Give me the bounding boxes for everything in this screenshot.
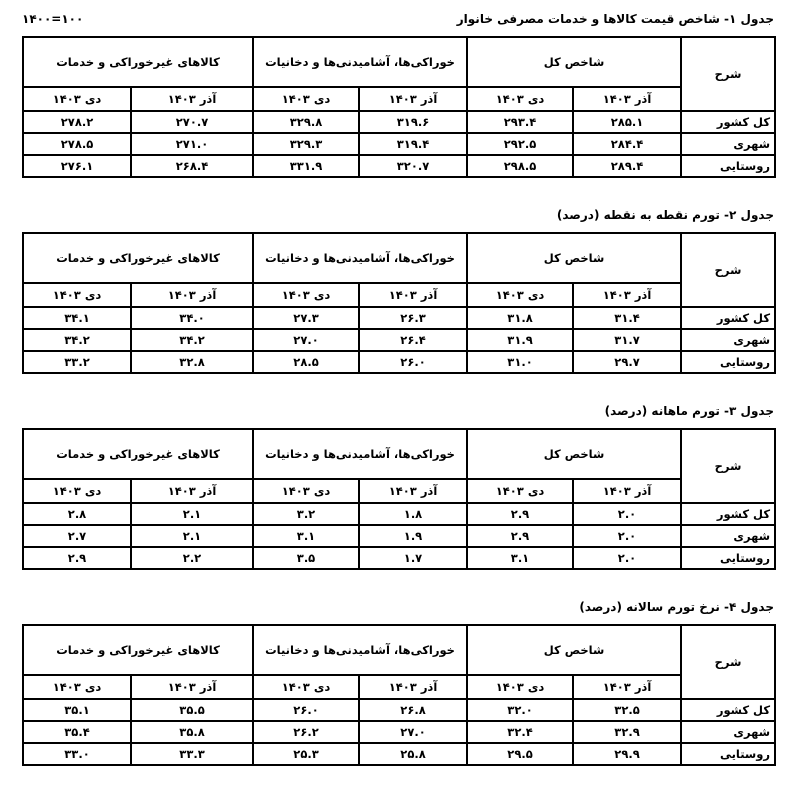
sub-header: دی ۱۴۰۳ [23, 283, 131, 307]
table-cell: ۲۸۴.۴ [573, 133, 681, 155]
table-cell: ۳۱۹.۶ [359, 111, 467, 133]
table-2-title: جدول ۲- تورم نقطه به نقطه (درصد) [556, 208, 774, 222]
table-cell: ۳۱.۹ [467, 329, 573, 351]
table-row [23, 155, 775, 177]
group-header-nonfood: کالاهای غیرخوراکی و خدمات [23, 37, 253, 87]
table-cell: ۲۷۶.۱ [23, 155, 131, 177]
table-cell: ۲.۹ [467, 503, 573, 525]
table-cell: ۲۷۰.۷ [131, 111, 253, 133]
table-cell: ۲۷.۳ [253, 307, 359, 329]
table-row [23, 743, 775, 765]
table-cell: ۳۲.۹ [573, 721, 681, 743]
sub-header: دی ۱۴۰۳ [467, 87, 573, 111]
table-cell: ۳۳۱.۹ [253, 155, 359, 177]
table-cell: ۳۱.۰ [467, 351, 573, 373]
table-cell: ۳۴.۲ [131, 329, 253, 351]
table-cell: ۲۹.۷ [573, 351, 681, 373]
table-row [23, 329, 775, 351]
table-cell: ۱.۷ [359, 547, 467, 569]
table-cell: ۳۲.۸ [131, 351, 253, 373]
table-cell: ۲۸.۵ [253, 351, 359, 373]
group-header-food: خوراکی‌ها، آشامیدنی‌ها و دخانیات [253, 625, 467, 675]
sub-header: آذر ۱۴۰۳ [131, 87, 253, 111]
sub-header: آذر ۱۴۰۳ [573, 283, 681, 307]
group-header-food: خوراکی‌ها، آشامیدنی‌ها و دخانیات [253, 233, 467, 283]
row-header: شرح [681, 429, 775, 503]
table-cell: ۳۴.۱ [23, 307, 131, 329]
group-header-nonfood: کالاهای غیرخوراکی و خدمات [23, 625, 253, 675]
sub-header: دی ۱۴۰۳ [467, 479, 573, 503]
table-cell: ۲.۱ [131, 503, 253, 525]
table-cell: ۲۶.۴ [359, 329, 467, 351]
table-cell: ۲۶.۰ [359, 351, 467, 373]
row-label: روستایی [681, 155, 775, 177]
table-cell: ۲.۹ [467, 525, 573, 547]
table-cell: ۲.۹ [23, 547, 131, 569]
table-row [23, 699, 775, 721]
table-cell: ۳۵.۴ [23, 721, 131, 743]
row-label: روستایی [681, 351, 775, 373]
table-cell: ۲۶.۰ [253, 699, 359, 721]
sub-header: دی ۱۴۰۳ [467, 283, 573, 307]
table-cell: ۳۳.۳ [131, 743, 253, 765]
sub-header: آذر ۱۴۰۳ [359, 283, 467, 307]
group-header-total: شاخص کل [467, 37, 681, 87]
table-cell: ۲.۸ [23, 503, 131, 525]
table-cell: ۱.۸ [359, 503, 467, 525]
table-cell: ۲۹۲.۵ [467, 133, 573, 155]
row-label: کل کشور [681, 111, 775, 133]
sub-header: دی ۱۴۰۳ [467, 675, 573, 699]
sub-header: دی ۱۴۰۳ [23, 87, 131, 111]
sub-header: دی ۱۴۰۳ [253, 479, 359, 503]
group-header-food: خوراکی‌ها، آشامیدنی‌ها و دخانیات [253, 37, 467, 87]
table-cell: ۲۹.۵ [467, 743, 573, 765]
table-row [23, 503, 775, 525]
table-cell: ۳۳.۲ [23, 351, 131, 373]
table-4-title: جدول ۴- نرخ تورم سالانه (درصد) [579, 600, 774, 614]
table-cell: ۲.۲ [131, 547, 253, 569]
table-cell: ۲.۰ [573, 547, 681, 569]
table-cell: ۲۸۵.۱ [573, 111, 681, 133]
row-header: شرح [681, 233, 775, 307]
sub-header: دی ۱۴۰۳ [23, 675, 131, 699]
table-cell: ۲۵.۸ [359, 743, 467, 765]
base-year-label: ۱۴۰۰=۱۰۰ [22, 12, 84, 26]
sub-header: دی ۱۴۰۳ [253, 87, 359, 111]
table-1-title: جدول ۱- شاخص قیمت کالاها و خدمات مصرفی خانوار [456, 12, 774, 26]
table-row [23, 721, 775, 743]
sub-header: آذر ۱۴۰۳ [573, 479, 681, 503]
table-cell: ۳۱.۸ [467, 307, 573, 329]
sub-header: آذر ۱۴۰۳ [131, 283, 253, 307]
table-cell: ۳.۲ [253, 503, 359, 525]
table-cell: ۳۱.۴ [573, 307, 681, 329]
table-cell: ۲۷۸.۲ [23, 111, 131, 133]
table-cell: ۳۵.۵ [131, 699, 253, 721]
row-label: شهری [681, 329, 775, 351]
sub-header: آذر ۱۴۰۳ [359, 87, 467, 111]
table-row [23, 307, 775, 329]
sub-header: دی ۱۴۰۳ [253, 283, 359, 307]
sub-header: آذر ۱۴۰۳ [131, 675, 253, 699]
sub-header: آذر ۱۴۰۳ [359, 675, 467, 699]
table-cell: ۳۴.۰ [131, 307, 253, 329]
table-cell: ۲۶.۸ [359, 699, 467, 721]
table-cell: ۳۲.۵ [573, 699, 681, 721]
table-row [23, 111, 775, 133]
table-cell: ۲۵.۳ [253, 743, 359, 765]
row-label: کل کشور [681, 699, 775, 721]
sub-header: آذر ۱۴۰۳ [573, 675, 681, 699]
group-header-total: شاخص کل [467, 625, 681, 675]
table-cell: ۳۵.۸ [131, 721, 253, 743]
row-header: شرح [681, 37, 775, 111]
sub-header: دی ۱۴۰۳ [253, 675, 359, 699]
table-cell: ۲.۰ [573, 503, 681, 525]
table-cell: ۲۷.۰ [359, 721, 467, 743]
table-cell: ۳۱.۷ [573, 329, 681, 351]
group-header-total: شاخص کل [467, 233, 681, 283]
row-label: شهری [681, 721, 775, 743]
table-3 [22, 428, 776, 570]
table-cell: ۳۵.۱ [23, 699, 131, 721]
table-2 [22, 232, 776, 374]
table-cell: ۲.۱ [131, 525, 253, 547]
table-cell: ۲۷۸.۵ [23, 133, 131, 155]
row-header: شرح [681, 625, 775, 699]
table-3-title: جدول ۳- تورم ماهانه (درصد) [604, 404, 774, 418]
table-cell: ۳۴.۲ [23, 329, 131, 351]
table-row [23, 525, 775, 547]
group-header-food: خوراکی‌ها، آشامیدنی‌ها و دخانیات [253, 429, 467, 479]
group-header-nonfood: کالاهای غیرخوراکی و خدمات [23, 429, 253, 479]
table-cell: ۳۲۹.۸ [253, 111, 359, 133]
table-cell: ۳.۵ [253, 547, 359, 569]
table-cell: ۲۷۱.۰ [131, 133, 253, 155]
row-label: شهری [681, 133, 775, 155]
table-1 [22, 36, 776, 178]
table-4 [22, 624, 776, 766]
table-row [23, 547, 775, 569]
row-label: روستایی [681, 547, 775, 569]
table-cell: ۲.۷ [23, 525, 131, 547]
table-cell: ۳.۱ [253, 525, 359, 547]
table-cell: ۳۱۹.۴ [359, 133, 467, 155]
table-cell: ۲۶.۳ [359, 307, 467, 329]
table-cell: ۳۳.۰ [23, 743, 131, 765]
row-label: روستایی [681, 743, 775, 765]
table-cell: ۱.۹ [359, 525, 467, 547]
group-header-nonfood: کالاهای غیرخوراکی و خدمات [23, 233, 253, 283]
table-cell: ۳.۱ [467, 547, 573, 569]
sub-header: آذر ۱۴۰۳ [359, 479, 467, 503]
sub-header: آذر ۱۴۰۳ [131, 479, 253, 503]
table-cell: ۲۹.۹ [573, 743, 681, 765]
table-row [23, 133, 775, 155]
sub-header: آذر ۱۴۰۳ [573, 87, 681, 111]
table-cell: ۲۹۳.۴ [467, 111, 573, 133]
row-label: شهری [681, 525, 775, 547]
table-cell: ۳۲.۰ [467, 699, 573, 721]
table-cell: ۲۷.۰ [253, 329, 359, 351]
table-cell: ۳۲۰.۷ [359, 155, 467, 177]
sub-header: دی ۱۴۰۳ [23, 479, 131, 503]
row-label: کل کشور [681, 307, 775, 329]
table-cell: ۳۲۹.۳ [253, 133, 359, 155]
table-cell: ۳۲.۴ [467, 721, 573, 743]
table-cell: ۲۸۹.۴ [573, 155, 681, 177]
table-row [23, 351, 775, 373]
table-cell: ۲.۰ [573, 525, 681, 547]
table-cell: ۲۶.۲ [253, 721, 359, 743]
group-header-total: شاخص کل [467, 429, 681, 479]
row-label: کل کشور [681, 503, 775, 525]
table-cell: ۲۹۸.۵ [467, 155, 573, 177]
table-cell: ۲۶۸.۴ [131, 155, 253, 177]
